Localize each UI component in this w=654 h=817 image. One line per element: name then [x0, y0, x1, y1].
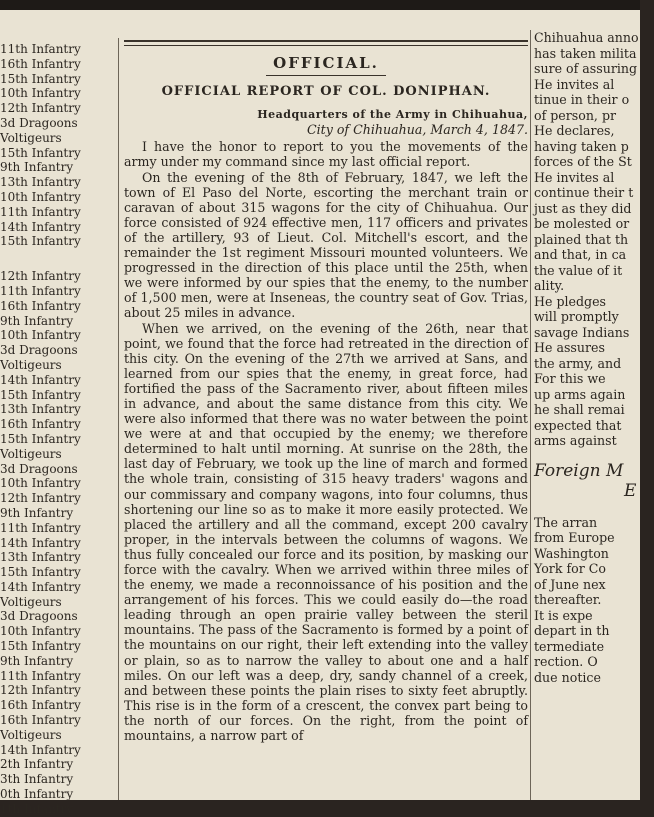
roster-line: 16th Infantry	[0, 417, 81, 432]
roster-line: 3th Infantry	[0, 772, 74, 787]
roster-line: Voltigeurs	[0, 727, 62, 742]
text-line: He declares,	[534, 123, 615, 138]
proclamation-fragment	[534, 30, 654, 449]
page-top-edge	[0, 0, 640, 10]
text-line: Chihuahua anno	[534, 30, 639, 45]
roster-line: 15th Infantry	[0, 234, 81, 249]
text-line: It is expe	[534, 607, 593, 623]
roster-line: 15th Infantry	[0, 565, 81, 580]
right-column	[534, 30, 654, 800]
text-line: He pledges	[534, 293, 607, 309]
text-line: expected that	[534, 417, 622, 433]
roster-line: 14th Infantry	[0, 742, 81, 757]
text-line: thereafter.	[534, 592, 602, 607]
roster-line: 14th Infantry	[0, 579, 81, 594]
article-title: OFFICIAL REPORT OF COL. DONIPHAN.	[161, 84, 491, 100]
text-line: depart in th	[534, 623, 610, 638]
section-heading: OFFICIAL.	[273, 54, 379, 72]
roster-line: 3d Dragoons	[0, 461, 78, 476]
text-line: the value of it	[534, 262, 623, 278]
roster-line: Voltigeurs	[0, 594, 62, 609]
roster-line: 15th Infantry	[0, 431, 81, 446]
heading-rule	[266, 75, 386, 76]
roster-line: 0th Infantry	[0, 787, 74, 802]
text-line: He assures	[534, 340, 605, 355]
text-line: rection. O	[534, 654, 598, 669]
text-line: Washington	[534, 545, 609, 561]
text-line: The arran	[534, 514, 598, 530]
roster-line: 10th Infantry	[0, 476, 81, 491]
roster-line: 15th Infantry	[0, 145, 81, 160]
roster-line: 1th Infantry	[0, 801, 74, 816]
text-line: just as they did	[534, 200, 632, 216]
roster-line: 9th Infantry	[0, 505, 74, 520]
roster-line: 10th Infantry	[0, 328, 81, 343]
column-divider-left	[118, 38, 119, 800]
text-line: forces of the St	[534, 154, 632, 169]
roster-line: 3d Dragoons	[0, 609, 78, 624]
text-line: ality.	[534, 278, 565, 293]
article-paragraph: On the evening of the 8th of February, 1847, we left the town of El Paso del Norte, escorting the merchant train or caravan of about 315 wagons for the city of Chihuahua. Our force consisted of 924 effective men, 117 officers and privates of the artillery, 93 of Lieut. Col. Mitchell's escort, and the remainder the 1st regiment Missouri mounted volunteers. We progressed in the direction of this place until the 25th, when we were informed by our spies that the enemy, to the number of 1,500 men, were at Inseneas, the country seat of Gov. Trias, about 25 miles in advance.	[124, 169, 528, 321]
dateline: City of Chihuahua, March 4, 1847.	[307, 122, 528, 138]
text-line: he shall remai	[534, 402, 625, 417]
text-line: He invites al	[534, 76, 615, 92]
text-line: of person, pr	[534, 107, 617, 123]
roster-line: 11th Infantry	[0, 520, 81, 535]
roster-line: 9th Infantry	[0, 653, 74, 668]
text-line: plained that th	[534, 231, 629, 247]
roster-line: 11th Infantry	[0, 668, 81, 683]
roster-line: 15th Infantry	[0, 387, 81, 402]
text-line: For this we	[534, 371, 606, 386]
roster-group-2	[0, 269, 114, 816]
headquarters-line: Headquarters of the Army in Chihuahua,	[257, 108, 528, 122]
roster-line: 10th Infantry	[0, 189, 81, 204]
roster-line: 16th Infantry	[0, 713, 81, 728]
text-line: be molested or	[534, 216, 630, 231]
roster-line: 11th Infantry	[0, 204, 81, 219]
roster-line: 9th Infantry	[0, 313, 74, 328]
roster-line: 16th Infantry	[0, 698, 81, 713]
roster-line: 12th Infantry	[0, 683, 81, 698]
roster-line: 11th Infantry	[0, 42, 81, 56]
roster-line: 12th Infantry	[0, 269, 81, 284]
roster-line: 10th Infantry	[0, 86, 81, 101]
text-line: York for Co	[534, 561, 606, 576]
main-article	[124, 38, 528, 800]
text-line: from Europe	[534, 530, 615, 545]
foreign-heading-line-2: E	[624, 480, 637, 501]
article-paragraph: When we arrived, on the evening of the 26th, near that point, we found that the force had retreated in the direction of this city. On the evening of the 27th we arrived at Sans, and learned from our spies that the enemy, in great force, had fortified the pass of the Sacramento river, about fifteen miles in advance, and about the same distance from this city. We were also informed that there was no water between the point we were at and that occupied by the enemy; we therefore determined to halt until morning. At sunrise on the 28th, the last day of February, we took up the line of march and formed the whole train, consisting of 315 heavy traders' wagons and our commissary and company wagons, into four columns, thus shortening our line so as to make it more easily protected. We placed the artillery and all the command, except 200 cavalry proper, in the intervals between the columns of wagons. We thus fully concealed our force and its position, by masking our force with the cavalry. When we arrived within three miles of the enemy, we made a reconnoissance of his position and the arrangement of his forces. This we could easily do—the road leading through an open prairie valley between the steril mountains. The pass of the Sacramento is formed by a point of the mountains on our right, their left extending into the valley or plain, so as to narrow the valley to about one and a half miles. On our left was a deep, dry, sandy channel of a creek, and between these points the plain rises to sixty feet abruptly. This rise is in the form of a crescent, the convex part being to the north of our forces. On the right, from the point of mountains, a narrow part of	[124, 320, 528, 744]
roster-line: 3d Dragoons	[0, 343, 78, 358]
roster-line: 14th Infantry	[0, 535, 81, 550]
roster-line: 14th Infantry	[0, 219, 81, 234]
roster-group-1	[0, 42, 114, 249]
left-column-roster	[0, 42, 114, 816]
text-line: sure of assuring	[534, 61, 638, 76]
roster-line: 14th Infantry	[0, 372, 81, 387]
article-top-rule	[124, 40, 528, 46]
roster-line: 2th Infantry	[0, 757, 74, 772]
text-line: has taken milita	[534, 45, 637, 61]
roster-line: Voltigeurs	[0, 446, 62, 461]
text-line: of June nex	[534, 576, 606, 592]
foreign-heading-line-1: Foreign M	[534, 460, 624, 481]
roster-line: 12th Infantry	[0, 491, 81, 506]
text-line: arms against	[534, 433, 617, 448]
text-line: the army, and	[534, 355, 622, 371]
roster-line: 10th Infantry	[0, 624, 81, 639]
text-line: will promptly	[534, 309, 619, 324]
article-paragraph: I have the honor to report to you the movements of the army under my command since my last official report.	[124, 139, 528, 170]
roster-line: Voltigeurs	[0, 357, 62, 372]
column-divider-right	[530, 30, 531, 800]
roster-line: 3d Dragoons	[0, 115, 78, 130]
text-line: termediate	[534, 638, 605, 654]
roster-line: 12th Infantry	[0, 101, 81, 116]
roster-line: 13th Infantry	[0, 175, 81, 190]
roster-line: 16th Infantry	[0, 298, 81, 313]
text-line: and that, in ca	[534, 247, 627, 262]
roster-line: 15th Infantry	[0, 71, 81, 86]
foreign-heading	[534, 461, 654, 501]
roster-line: 16th Infantry	[0, 56, 81, 71]
text-line: due notice	[534, 669, 601, 685]
text-line: having taken p	[534, 138, 629, 154]
text-line: up arms again	[534, 386, 626, 402]
roster-line: 13th Infantry	[0, 402, 81, 417]
text-line: tinue in their o	[534, 92, 630, 107]
foreign-news-fragment	[534, 515, 654, 686]
roster-line: 9th Infantry	[0, 160, 74, 175]
roster-line: 11th Infantry	[0, 283, 81, 298]
text-line: continue their t	[534, 185, 634, 200]
roster-line: 15th Infantry	[0, 639, 81, 654]
roster-line: Voltigeurs	[0, 130, 62, 145]
text-line: savage Indians	[534, 324, 630, 340]
roster-line: 13th Infantry	[0, 550, 81, 565]
text-line: He invites al	[534, 169, 615, 185]
